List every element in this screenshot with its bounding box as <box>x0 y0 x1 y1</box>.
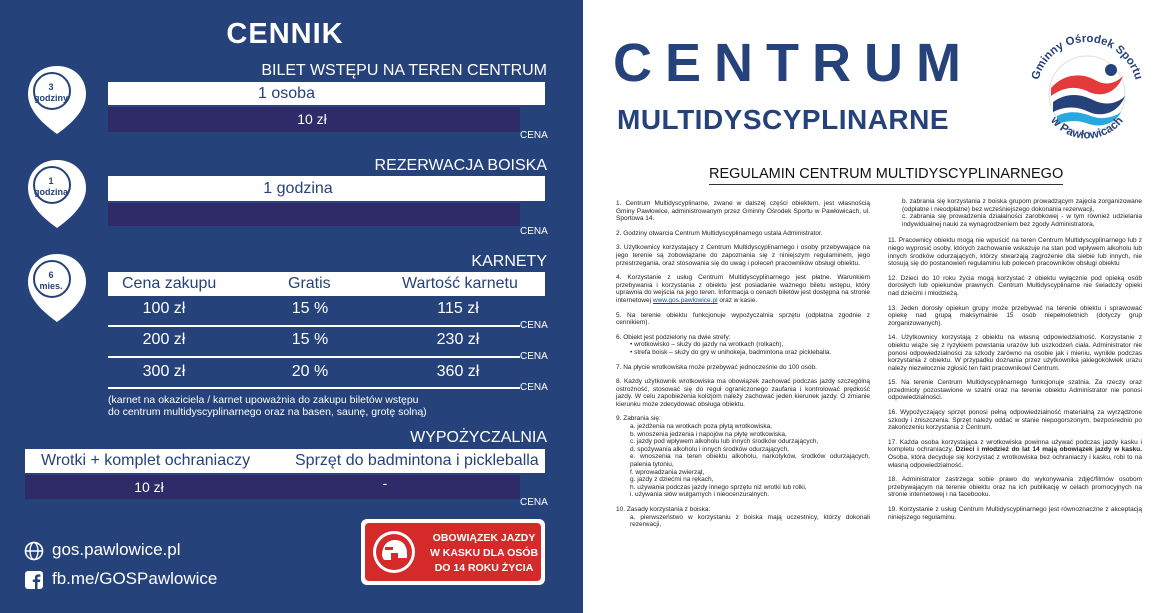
pass-row-3-value: 360 zł <box>436 363 480 380</box>
rule-18: 18. Administrator zastrzega sobie prawo do wykonywania zdjęć/filmów osobom przebywającym na terenie obiektu oraz na ich publikację w celach promocyjnych na stronie internetowej i na facebooku. <box>888 476 1142 499</box>
rule-11: 11. Pracownicy obiektu mogą nie wpuścić na teren Centrum Multidyscyplinarnego lub z niego wyprosić osoby, których zachowanie wskazuje na stan pod wpływem alkoholu lub innych środków odurzających, którzy stwarzają zagrożenie dla siebie lub innych, nie stosują się do postanowień regulaminu lub poleceń pracowników obsługi obiektu <box>888 237 1142 268</box>
rental-item-badminton: Sprzęt do badmintona i pickleballa <box>295 452 539 469</box>
facebook-text: fb.me/GOSPawlowice <box>52 569 218 588</box>
gos-logo <box>1023 22 1151 162</box>
rule-6b: • strefa boisk – służy do gry w unihokeja, badmintona oraz pickleballa. <box>630 348 832 356</box>
rule-9-item: e. wnoszenia na teren obiektu alkoholu, narkotyków, środków odurzających, palenia tytoniu, <box>630 453 870 469</box>
rule-10b: b. zabrania się korzystania z boiska grupom prowadzącym zajęcia zorganizowane (odpłatne i nieodpłatne) bez wcześniejszego dokonania rezerwacji, <box>902 198 1142 213</box>
passes-header-value: Wartość karnetu <box>402 275 518 292</box>
main-title: CENTRUM <box>613 33 974 93</box>
ticket-price-bar <box>108 107 520 132</box>
rule-9-item: i. używania słów wulgarnych i nieocenzuralnych. <box>630 491 770 499</box>
rule-10: 10. Zasady korzystania z boiska: <box>616 506 711 513</box>
pass-row-1-bonus: 15 % <box>291 300 329 317</box>
helmet-icon <box>371 529 417 575</box>
passes-header-row <box>108 272 545 296</box>
passes-note: (karnet na okaziciela / karnet upoważnia do zakupu biletów wstępu do centrum multidyscyplinarnego oraz na basen, saunę, grotę solną) <box>108 394 427 418</box>
rule-19: 19. Korzystanie z usług Centrum Multidyscyplinarnego jest równoznaczne z akceptacją niniejszego regulaminu. <box>888 506 1142 521</box>
rule-3: 3. Użytkownicy korzystający z Centrum Multidyscyplinarnego i osoby przebywające na jego terenie są zobowiązane do zapoznania się z niniejszym regulaminem, jego przestrzegania, oraz stosowania się do uwag i poleceń pracowników obsługi obiektu. <box>616 244 870 267</box>
badge-label: 3 godziny <box>34 82 68 103</box>
price-label: CENA <box>520 497 548 508</box>
rental-price-badminton: - <box>382 475 388 491</box>
rental-item-skates: Wrotki + komplet ochraniaczy <box>41 452 251 469</box>
rule-17 <box>888 439 1142 469</box>
rule-9-item: c. jazdy pod wpływem alkoholu lub innych środków odurzających, <box>630 438 819 446</box>
rental-price-skates: 10 zł <box>134 479 164 495</box>
pass-row-3-price: 300 zł <box>142 363 186 380</box>
rule-4-text: 4. Korzystanie z usług Centrum Multidyscyplinarnego jest płatne. Warunkiem przebywania i korzystania z obiektu jest posiadanie ważnego biletu wstępu, który uprawnia do wejścia na jego teren. Informacja o cenach biletów jest dostępna na stronie internetowej <box>616 274 870 304</box>
rule-9: 9. Zabrania się: <box>616 415 661 423</box>
passes-section-title: KARNETY <box>471 253 547 270</box>
divider <box>108 387 520 389</box>
rule-4-link[interactable]: www.gos.pawlowice.pl <box>652 296 718 304</box>
reservation-price-bar <box>108 203 520 226</box>
rental-section-title: WYPOŻYCZALNIA <box>410 429 547 446</box>
rule-14: 14. Użytkownicy korzystają z obiektu na własną odpowiedzialność. Korzystanie z obiektu wiąże się z ryzykiem powstania urazów lub uszkodzeń ciała. Administrator nie ponosi odpowiedzialności za szkody zarówno na osobie jak i mieniu, wynikłe podczas korzystania z obiektu. W przypadku doznania przez użytkownika jakiegokolwiek urazu należy niezwłocznie zgłosić ten fakt pracownikowi Centrum. <box>888 334 1142 372</box>
reservation-label-bar <box>108 176 545 201</box>
rule-6: 6. Obiekt jest podzielony na dwie strefy: <box>616 333 731 341</box>
badge-label: 6 mies. <box>39 270 63 291</box>
rule-8: 8. Każdy użytkownik wrotkowiska ma obowiązek zachować podczas jazdy szczególną ostrożność, stosować się do reguł ograniczonego zaufania i kontrolować prędkość jazdy. W celu zapobieżenia kolizjom należy zachować jeden kierunek jazdy. O zmianie kierunku może zdecydować obsługa obiektu. <box>616 378 870 408</box>
pass-row-1-value: 115 zł <box>437 300 479 317</box>
rule-15: 15. Na terenie Centrum Multidyscyplinarnego funkcjonuje szatnia. Za rzeczy oraz przedmioty pozostawione w szatni oraz na terenie obiektu Administrator nie ponosi odpowiedzialności. <box>888 379 1142 402</box>
rule-12: 12. Dzieci do 10 roku życia mogą korzystać z obiektu wyłącznie pod opieką osób dorosłych lub opiekunów prawnych. Centrum Multidyscyplinarne nie świadczy opieki nad dziećmi i młodzieżą. <box>888 274 1142 297</box>
price-label: CENA <box>520 226 548 237</box>
main-subtitle: MULTIDYSCYPLINARNE <box>617 104 950 135</box>
rule-16: 16. Wypożyczający sprzęt ponosi pełną odpowiedzialność materialną za wyrządzone szkody i zniszczenia. Sprzęt należy oddać w stanie niepogorszonym, bezpośrednio po zakończeniu korzystania z Centrum. <box>888 409 1142 432</box>
website-link[interactable] <box>24 540 181 561</box>
badge-3-hours <box>26 64 88 136</box>
logo-top-text: Gminny Ośrodek Sportu <box>1029 32 1145 82</box>
rules-column-left <box>616 200 870 529</box>
price-label: CENA <box>520 382 548 393</box>
pricing-title: CENNIK <box>226 18 344 50</box>
pass-row-2-value: 230 zł <box>436 331 480 348</box>
facebook-link[interactable] <box>24 569 217 590</box>
rule-9-item: h. używania podczas jazdy innego sprzętu niż wrotki lub rolki, <box>630 483 807 491</box>
rule-5: 5. Na terenie obiektu funkcjonuje wypożyczalnia sprzętu (odpłatna zgodnie z cennikiem). <box>616 311 870 327</box>
website-text: gos.pawlowice.pl <box>52 540 181 559</box>
reservation-label: 1 godzina <box>263 180 333 197</box>
divider <box>108 325 520 327</box>
rule-10c: c. zabrania się prowadzenia działalności zarobkowej - w tym również udzielania indywidualnej nauki za wynagrodzeniem bez zgody Administratora, <box>902 213 1142 228</box>
helmet-notice <box>361 519 545 585</box>
facebook-icon <box>24 570 44 590</box>
ticket-section-title: BILET WSTĘPU NA TEREN CENTRUM <box>261 62 547 79</box>
rule-9-item: a. jeżdżenia na wrotkach poza płytą wrotkowiska, <box>630 423 772 431</box>
rule-9-item: d. spożywania alkoholu i innych środków odurzających, <box>630 445 789 453</box>
logo-bottom-text: w Pawłowicach <box>1048 114 1126 142</box>
divider <box>108 356 520 358</box>
rule-1: 1. Centrum Multidyscyplinarne, zwane w dalszej części obiektem, jest własnością Gminy Pawłowice, administrowanym przez Gminny Ośrodek Sportu w Pawłowicach, ul. Sportowa 14. <box>616 200 870 223</box>
rule-17-bold: Dzieci i młodzież do lat 14 mają obowiązek jazdy w kasku. <box>955 446 1142 454</box>
badge-6-months <box>26 252 88 324</box>
passes-header-buy: Cena zakupu <box>122 275 217 292</box>
passes-header-bonus: Gratis <box>288 275 331 292</box>
rules-title: REGULAMIN CENTRUM MULTIDYSCYPLINARNEGO <box>709 166 1063 185</box>
badge-1-hour <box>26 158 88 230</box>
rental-prices-row <box>25 475 520 499</box>
rule-6a: • wrotkowisko – służy do jazdy na wrotkach (rolkach), <box>630 341 784 349</box>
rule-13: 13. Jeden dorosły opiekun grupy może przebywać na terenie obiektu i sprawować opiekę nad grupą maksymalnie 15 osób niepełnoletnich (dotyczy grup zorganizowanych). <box>888 304 1142 327</box>
rule-17-tail: Osoba, która decyduje się korzystać z wrotkowiska bez ochraniaczy i kasku, robi to na własną odpowiedzialność. <box>888 454 1142 469</box>
pass-row-2-bonus: 15 % <box>291 331 329 348</box>
pass-row-2-price: 200 zł <box>142 331 186 348</box>
rule-9-item: g. jazdy z dziećmi na rękach, <box>630 476 714 484</box>
rule-9-item: f. wprowadzania zwierząt, <box>630 468 705 476</box>
rule-2: 2. Godziny otwarcia Centrum Multidyscyplinarnego ustala Administrator. <box>616 229 823 237</box>
rules-column-right <box>888 198 1142 528</box>
rule-4-tail: oraz w kasie. <box>717 296 758 304</box>
pass-row-3-bonus: 20 % <box>291 363 329 380</box>
pass-row-1-price: 100 zł <box>142 300 186 317</box>
reservation-section-title: REZERWACJA BOISKA <box>374 157 547 174</box>
price-label: CENA <box>520 351 548 362</box>
rule-9-item: b. wnoszenia jedzenia i napojów na płytę wrotkowiska, <box>630 430 787 438</box>
helmet-notice-text: OBOWIĄZEK JAZDY W KASKU DLA OSÓB DO 14 ROKU ŻYCIA <box>429 532 539 574</box>
rule-10a: a. pierwszeństwo w korzystaniu z boiska mają uczestnicy, którzy dokonali rezerwacji, <box>630 513 870 529</box>
badge-label: 1 godzina <box>34 176 68 197</box>
rule-7: 7. Na płycie wrotkowiska może przebywać jednocześnie do 100 osób. <box>616 363 817 371</box>
rule-4 <box>616 274 870 304</box>
ticket-label: 1 osoba <box>258 85 315 102</box>
globe-icon <box>24 541 44 561</box>
price-label: CENA <box>520 320 548 331</box>
rule-17-text: 17. Każda osoba korzystająca z wrotkowiska powinna używać podczas jazdy kasku i kompletu ochraniaczy. <box>888 438 1142 454</box>
ticket-price: 10 zł <box>297 111 327 127</box>
rules-panel <box>583 0 1164 613</box>
ticket-label-bar <box>108 82 545 105</box>
price-label: CENA <box>520 130 548 141</box>
rental-items-row <box>25 449 545 473</box>
